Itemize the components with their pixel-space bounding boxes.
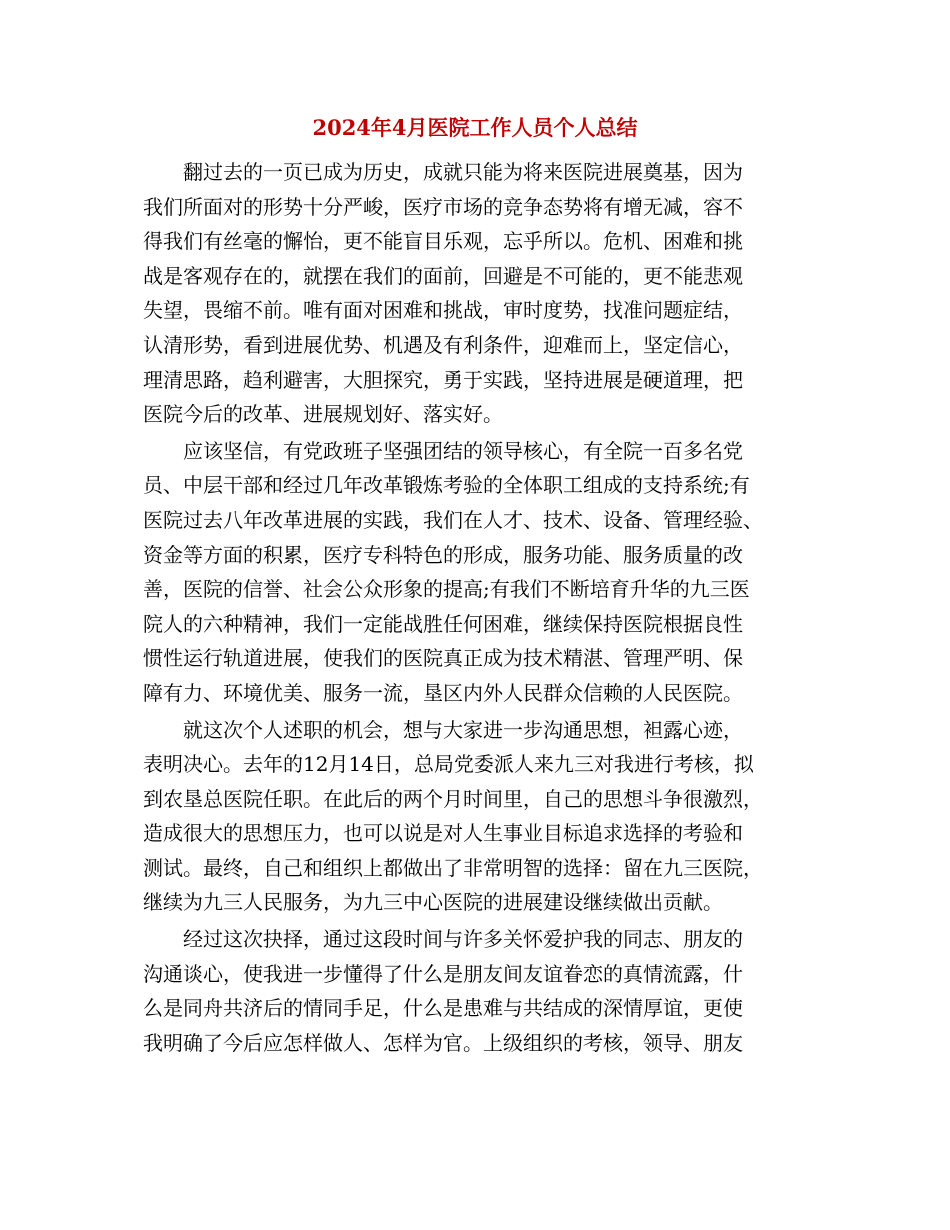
text-line: 员、中层干部和经过几年改革锻炼考验的全体职工组成的支持系统;有 xyxy=(143,473,750,498)
paragraph-1 xyxy=(143,155,799,432)
text-line: 我明确了今后应怎样做人、怎样为官。上级组织的考核，领导、朋友 xyxy=(143,1030,743,1055)
text-line: 资金等方面的积累，医疗专科特色的形成，服务功能、服务质量的改 xyxy=(143,542,743,567)
text-line: 善，医院的信誉、社会公众形象的提高;有我们不断培育升华的九三医 xyxy=(143,577,750,602)
text-line: 到农垦总医院任职。在此后的两个月时间里，自己的思想斗争很激烈， xyxy=(143,786,763,811)
text-line: 认清形势，看到进展优势、机遇及有利条件，迎难而上，坚定信心， xyxy=(143,332,743,357)
text-line: 测试。最终，自己和组织上都做出了非常明智的选择：留在九三医院， xyxy=(143,855,763,880)
text-line: 沟通谈心，使我进一步懂得了什么是朋友间友谊眷恋的真情流露，什 xyxy=(143,961,743,986)
text-line: 障有力、环境优美、服务一流，垦区内外人民群众信赖的人民医院。 xyxy=(143,680,743,705)
paragraph-4 xyxy=(143,922,799,1060)
text-line: 翻过去的一页已成为历史，成就只能为将来医院进展奠基，因为 xyxy=(183,160,743,184)
paragraph-3 xyxy=(143,713,799,921)
text-line: 得我们有丝毫的懈怡，更不能盲目乐观，忘乎所以。危机、困难和挑 xyxy=(143,229,743,254)
text-line: 院人的六种精神，我们一定能战胜任何困难，继续保持医院根据良性 xyxy=(143,611,743,636)
text-line: 我们所面对的形势十分严峻，医疗市场的竞争态势将有增无减，容不 xyxy=(143,194,743,219)
text-line: 理清思路，趋利避害，大胆探究，勇于实践，坚持进展是硬道理，把 xyxy=(143,367,743,392)
text-line: 经过这次抉择，通过这段时间与许多关怀爱护我的同志、朋友的 xyxy=(183,927,743,952)
document-body xyxy=(143,155,799,1062)
text-line: 表明决心。去年的12月14日，总局党委派人来九三对我进行考核，拟 xyxy=(143,752,754,777)
document-title: 2024年4月医院工作人员个人总结 xyxy=(312,115,638,140)
text-line: 战是客观存在的，就摆在我们的面前，回避是不可能的，更不能悲观 xyxy=(143,263,743,288)
text-line: 医院过去八年改革进展的实践，我们在人才、技术、设备、管理经验、 xyxy=(143,507,763,532)
text-line: 继续为九三人民服务，为九三中心医院的进展建设继续做出贡献。 xyxy=(143,890,723,915)
text-line: 失望，畏缩不前。唯有面对困难和挑战，审时度势，找准问题症结， xyxy=(143,298,743,323)
text-line: 造成很大的思想压力，也可以说是对人生事业目标追求选择的考验和 xyxy=(143,821,743,846)
text-line: 惯性运行轨道进展，使我们的医院真正成为技术精湛、管理严明、保 xyxy=(143,646,743,671)
text-line: 就这次个人述职的机会，想与大家进一步沟通思想，袒露心迹， xyxy=(183,717,743,742)
text-line: 应该坚信，有党政班子坚强团结的领导核心，有全院一百多名党 xyxy=(183,438,743,463)
text-line: 么是同舟共济后的情同手足，什么是患难与共结成的深情厚谊，更使 xyxy=(143,996,743,1021)
text-line: 医院今后的改革、进展规划好、落实好。 xyxy=(143,402,503,427)
paragraph-2 xyxy=(143,434,799,711)
